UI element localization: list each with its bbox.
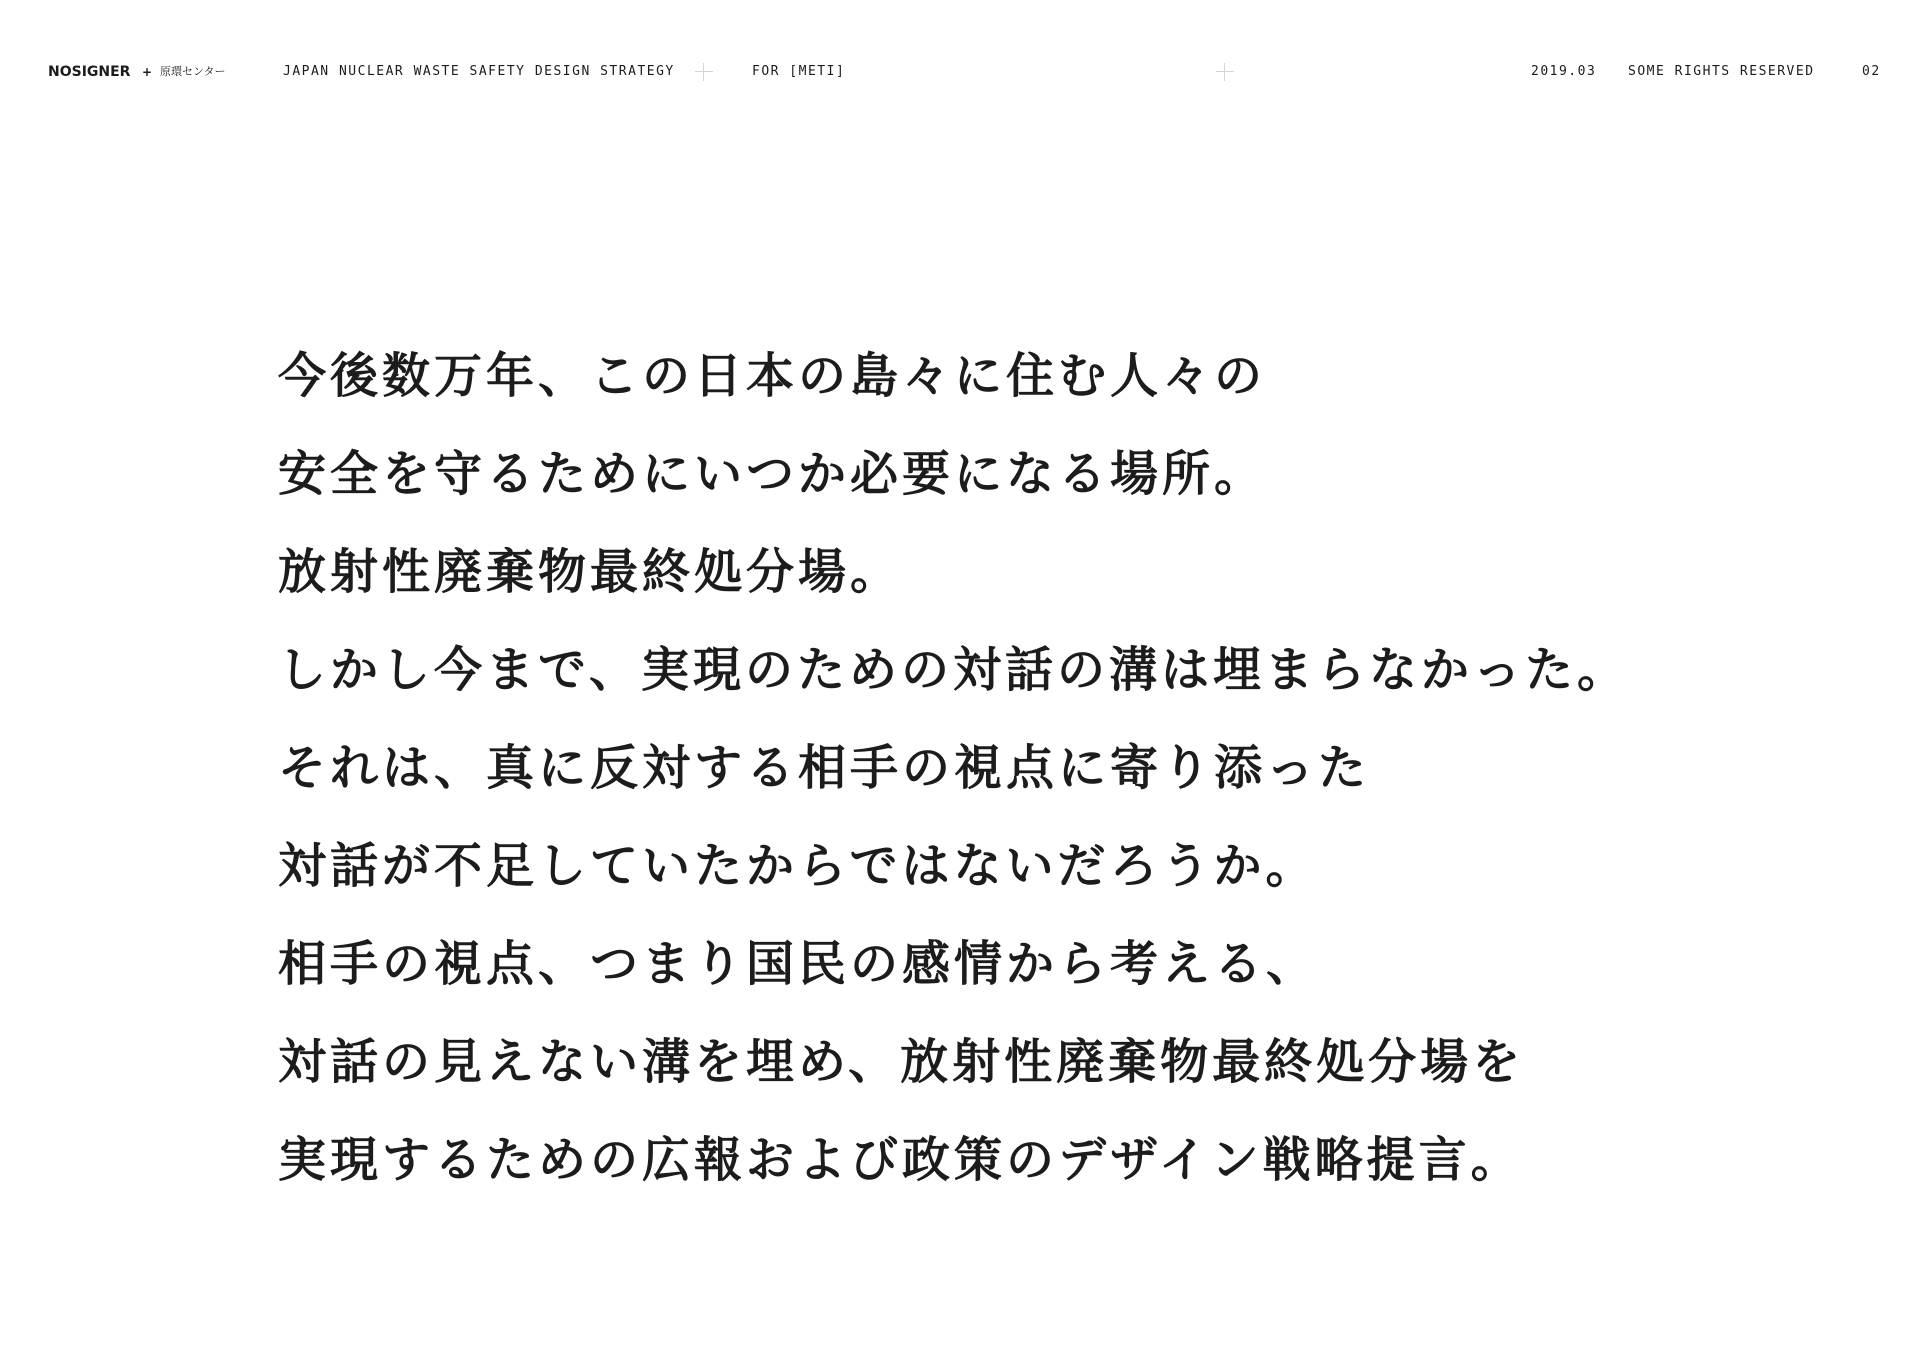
crosshair-mark-icon <box>1216 63 1234 81</box>
crosshair-mark-icon <box>695 63 713 81</box>
page-header <box>0 62 1920 82</box>
statement-line: それは、真に反対する相手の視点に寄り添った <box>278 740 1371 796</box>
statement-line: 放射性廃棄物最終処分場。 <box>278 544 903 600</box>
partner-name: 原環センター <box>160 65 226 78</box>
page-number: 02 <box>1862 64 1881 79</box>
statement-line: 今後数万年、この日本の島々に住む人々の <box>278 348 1267 404</box>
client-label: FOR [METI] <box>752 64 846 79</box>
statement-line: 実現するための広報および政策のデザイン戦略提言。 <box>278 1132 1523 1188</box>
statement-line: しかし今まで、実現のための対話の溝は埋まらなかった。 <box>278 642 1630 698</box>
date-label: 2019.03 <box>1531 64 1597 79</box>
nosigner-logo: NOSIGNER <box>48 64 131 80</box>
statement-line: 安全を守るためにいつか必要になる場所。 <box>278 446 1267 502</box>
statement-line: 相手の視点、つまり国民の感情から考える、 <box>278 936 1319 992</box>
project-title: JAPAN NUCLEAR WASTE SAFETY DESIGN STRATEGY <box>283 64 675 79</box>
collaboration-plus: + <box>142 65 153 79</box>
statement-line: 対話の見えない溝を埋め、放射性廃棄物最終処分場を <box>278 1034 1525 1090</box>
statement-text <box>278 340 1778 1222</box>
rights-label: SOME RIGHTS RESERVED <box>1628 64 1815 79</box>
statement-line: 対話が不足していたからではないだろうか。 <box>278 838 1318 894</box>
